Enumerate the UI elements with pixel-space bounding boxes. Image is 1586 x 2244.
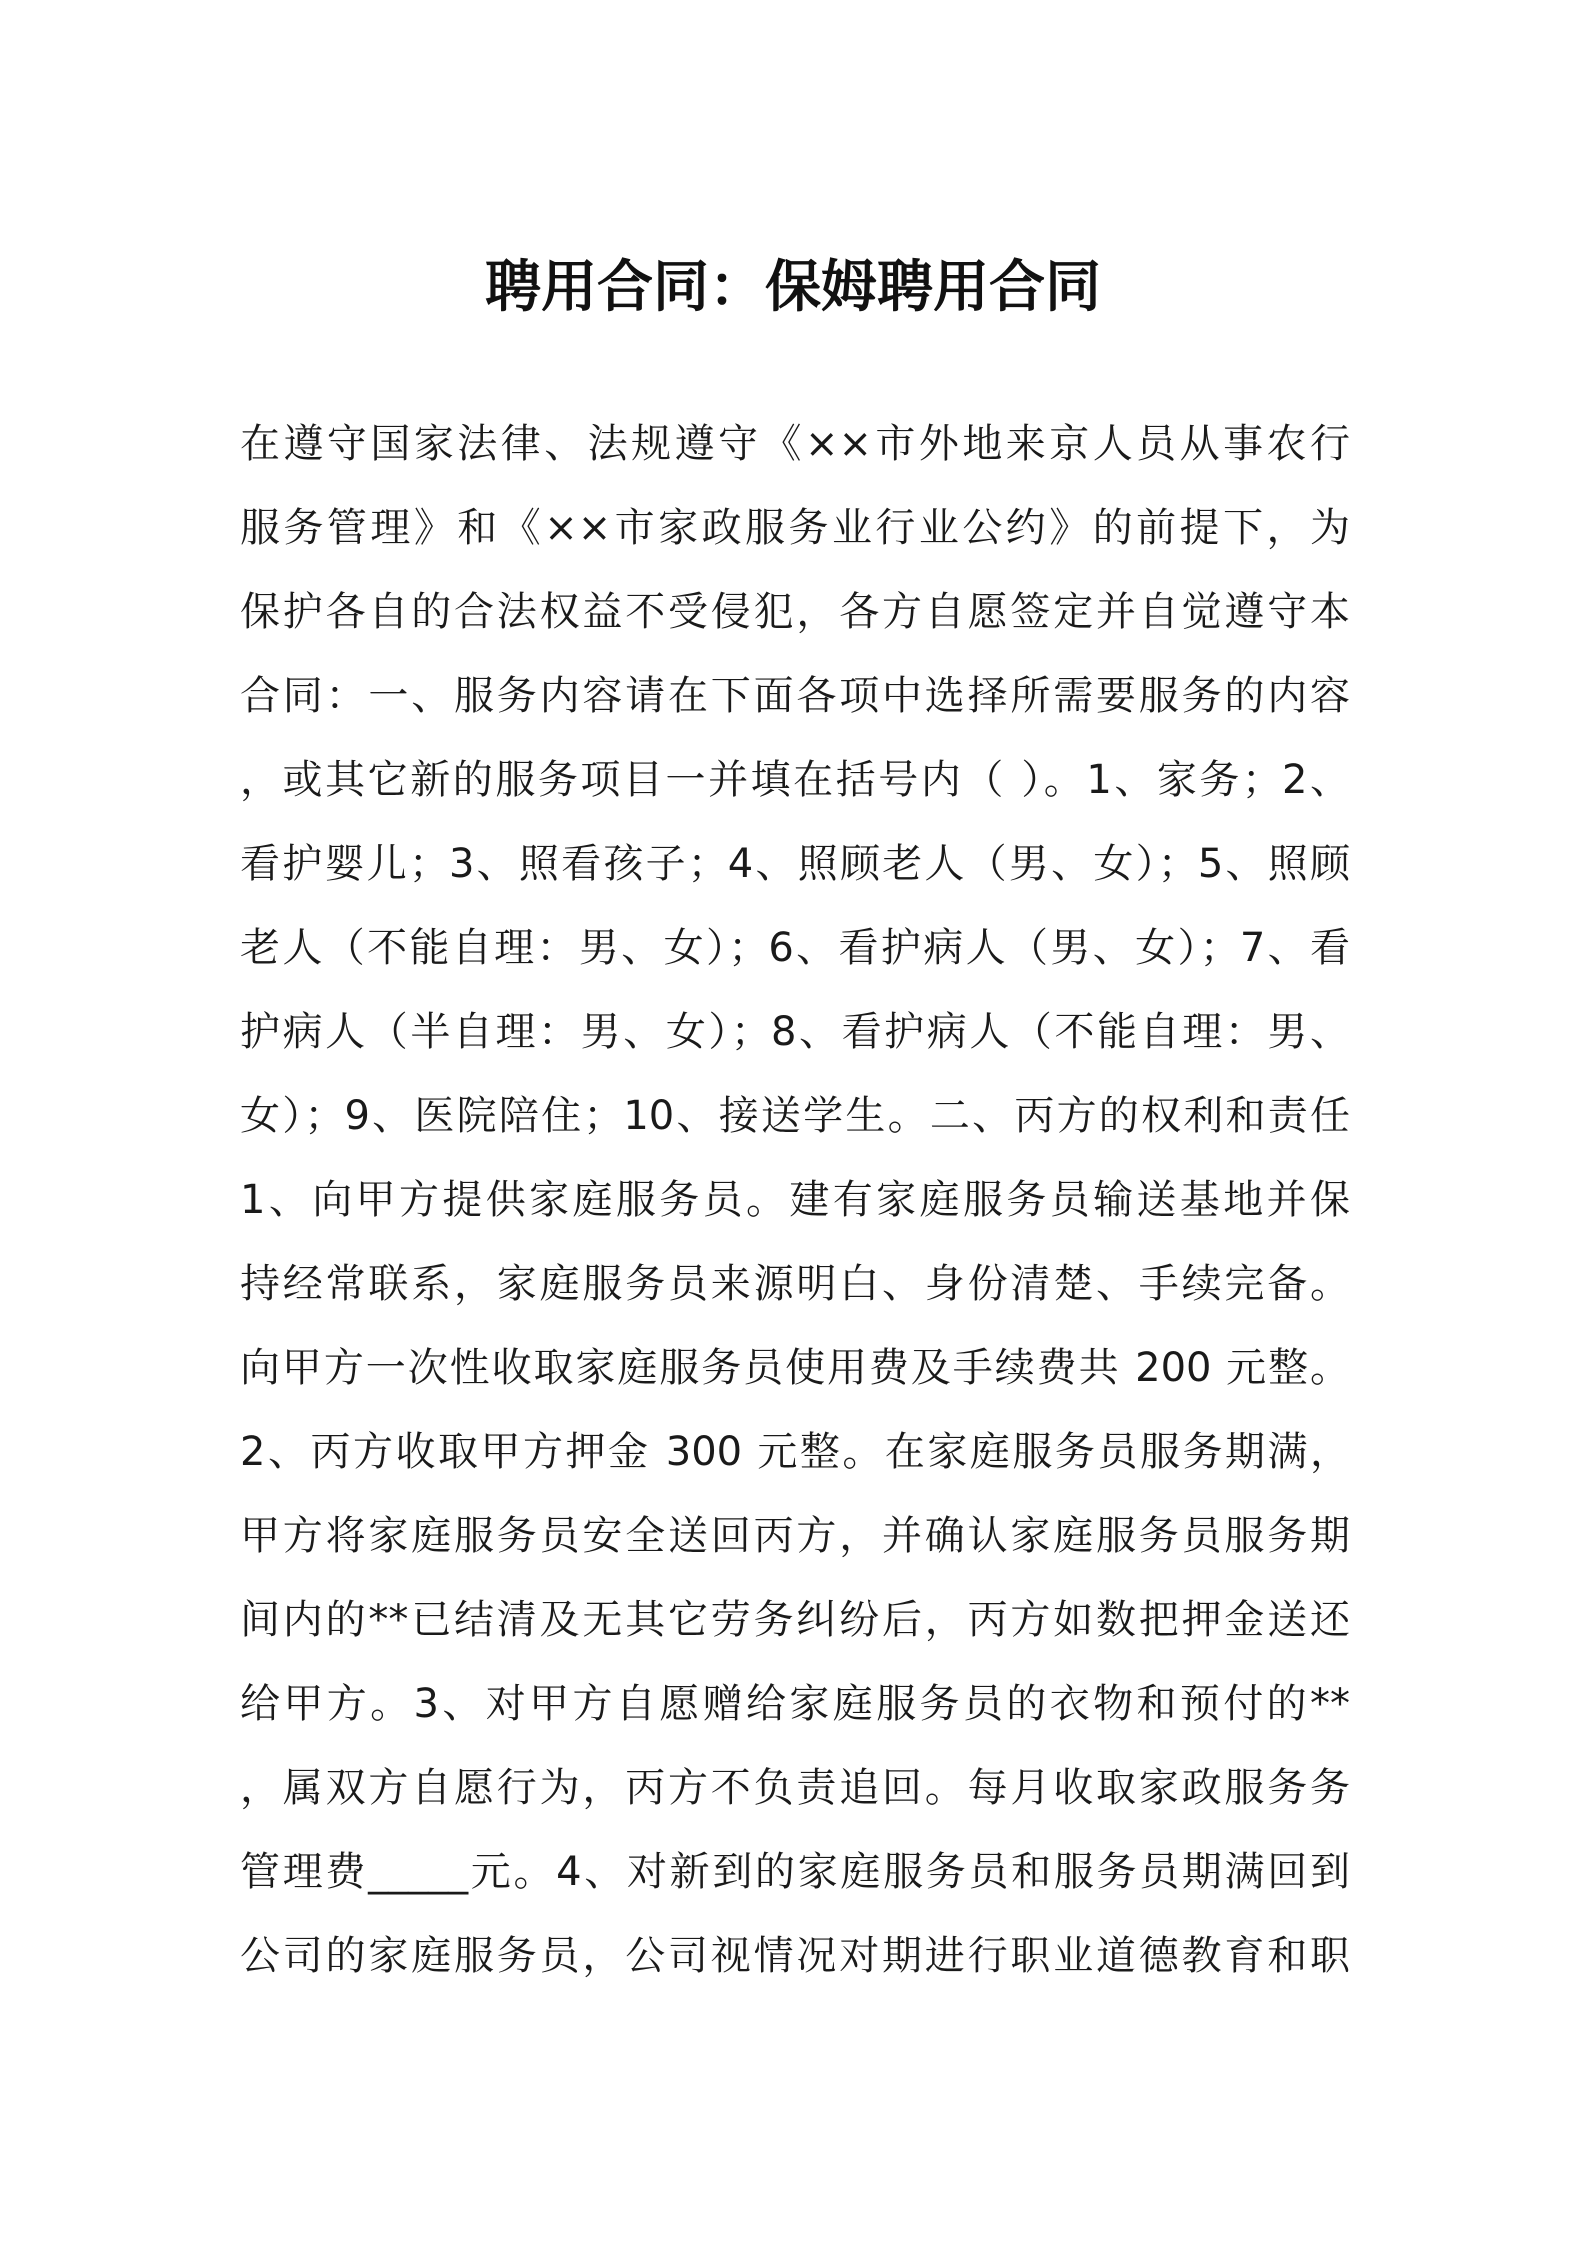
body-line: 服务管理》和《××市家政服务业行业公约》的前提下，为 — [240, 505, 1350, 551]
document-body — [240, 402, 1350, 1998]
body-line: 给甲方。3、对甲方自愿赠给家庭服务员的衣物和预付的** — [240, 1681, 1350, 1727]
body-line: 管理费_____元。4、对新到的家庭服务员和服务员期满回到 — [240, 1849, 1350, 1895]
body-line: ，或其它新的服务项目一并填在括号内（ ）。1、家务；2、 — [240, 757, 1350, 803]
body-line: 女）；9、医院陪住；10、接送学生。二、丙方的权利和责任 — [240, 1093, 1350, 1139]
body-line: 在遵守国家法律、法规遵守《××市外地来京人员从事农行 — [240, 421, 1350, 467]
body-line: 2、丙方收取甲方押金 300 元整。在家庭服务员服务期满， — [240, 1429, 1350, 1475]
body-line: 1、向甲方提供家庭服务员。建有家庭服务员输送基地并保 — [240, 1177, 1350, 1223]
body-line: ，属双方自愿行为，丙方不负责追回。每月收取家政服务务 — [240, 1765, 1350, 1811]
body-line: 间内的**已结清及无其它劳务纠纷后，丙方如数把押金送还 — [240, 1597, 1350, 1643]
body-line: 甲方将家庭服务员安全送回丙方，并确认家庭服务员服务期 — [240, 1513, 1350, 1559]
body-line: 向甲方一次性收取家庭服务员使用费及手续费共 200 元整。 — [240, 1345, 1350, 1391]
body-line: 看护婴儿；3、照看孩子；4、照顾老人（男、女）；5、照顾 — [240, 841, 1350, 887]
body-line: 合同：一、服务内容请在下面各项中选择所需要服务的内容 — [240, 673, 1350, 719]
document-title: 聘用合同：保姆聘用合同 — [485, 255, 1101, 320]
body-line: 保护各自的合法权益不受侵犯，各方自愿签定并自觉遵守本 — [240, 589, 1350, 635]
body-line: 公司的家庭服务员，公司视情况对期进行职业道德教育和职 — [240, 1933, 1350, 1979]
body-line: 持经常联系，家庭服务员来源明白、身份清楚、手续完备。 — [240, 1261, 1350, 1307]
body-line: 老人（不能自理：男、女）；6、看护病人（男、女）；7、看 — [240, 925, 1350, 971]
body-line: 护病人（半自理：男、女）；8、看护病人（不能自理：男、 — [240, 1009, 1350, 1055]
